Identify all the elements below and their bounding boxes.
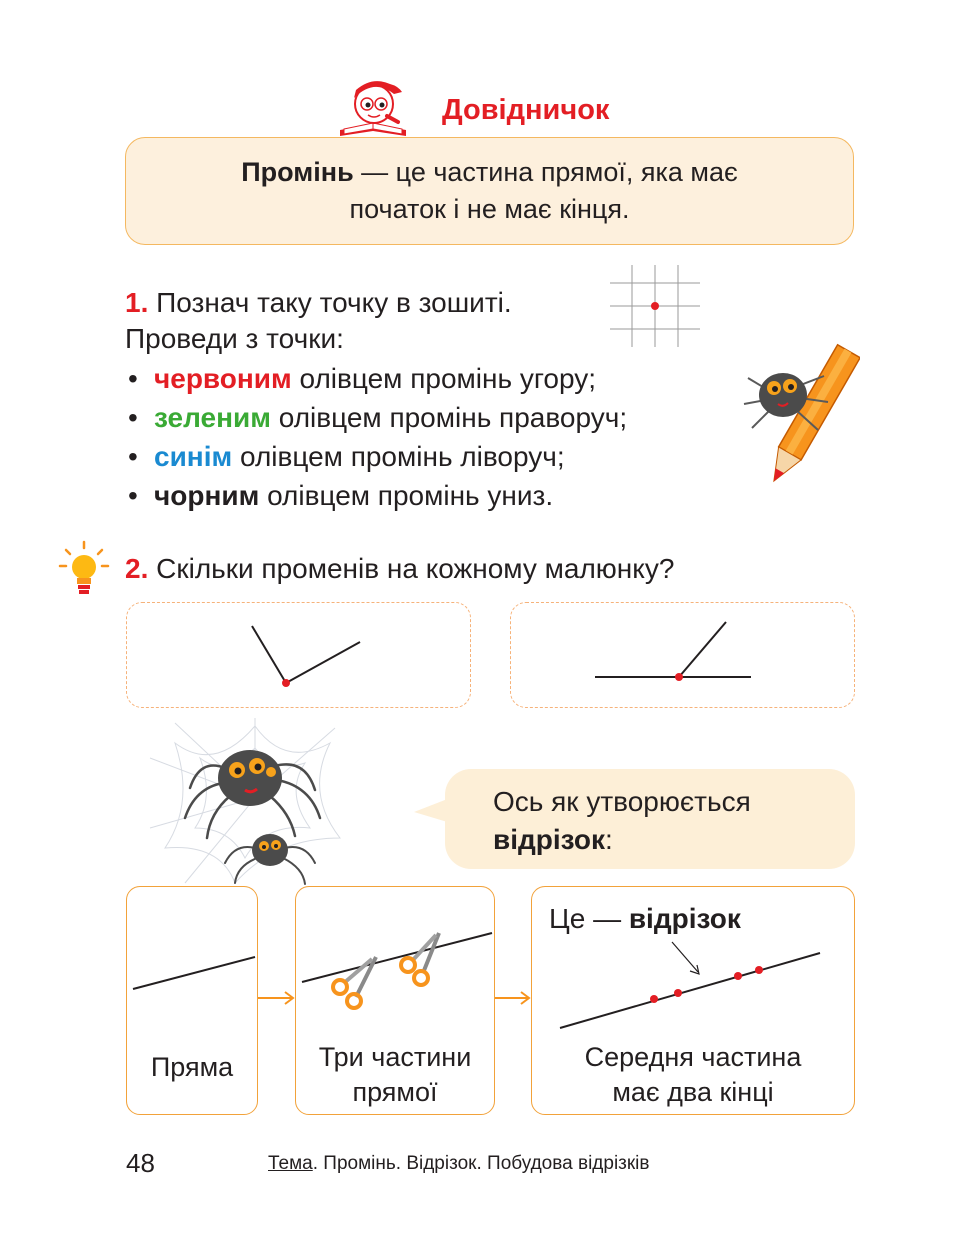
definition-line-1 bbox=[241, 154, 738, 191]
definition-term: Промінь bbox=[241, 157, 354, 187]
task1-text-1: Познач таку точку в зошиті. bbox=[148, 287, 512, 318]
definition-box bbox=[125, 137, 854, 245]
word-green: зеленим bbox=[154, 402, 271, 433]
arrow-right-icon bbox=[495, 989, 532, 1007]
task2-question bbox=[125, 549, 674, 588]
reference-title: Довідничок bbox=[442, 94, 610, 126]
bubble-bold-word: відрізок bbox=[493, 824, 605, 855]
bubble-line-1: Ось як утворюється bbox=[493, 786, 751, 817]
lightbulb-icon bbox=[58, 540, 110, 598]
speech-bubble bbox=[445, 769, 855, 869]
box2-caption-line1: Три частини bbox=[318, 1042, 472, 1072]
box2-caption-line2: прямої bbox=[352, 1077, 438, 1107]
box3-caption-line1: Середня частина bbox=[584, 1042, 802, 1072]
step-box-segment bbox=[531, 886, 855, 1115]
bullet-blue: • синім олівцем промінь ліворуч; bbox=[128, 441, 565, 472]
spiders-on-web-icon bbox=[145, 718, 365, 888]
segment-label-bold: відрізок bbox=[628, 903, 741, 934]
task1-line1 bbox=[125, 283, 512, 322]
bullet-red: • червоним олівцем промінь угору; bbox=[128, 363, 597, 394]
word-black: чорним bbox=[154, 480, 260, 511]
topic-text: . Промінь. Відрізок. Побудова відрізків bbox=[312, 1153, 650, 1174]
definition-line-2: початок і не має кінця. bbox=[349, 194, 630, 224]
grid-with-point-icon bbox=[610, 265, 700, 347]
definition-text-1: — це частина прямої, яка має bbox=[353, 157, 738, 187]
page-number: 48 bbox=[126, 1148, 155, 1178]
bullet-black: • чорним олівцем промінь униз. bbox=[128, 480, 554, 511]
segment-label: Це — відрізок bbox=[549, 903, 741, 934]
task1-number: 1. bbox=[125, 287, 149, 318]
bullet-green: • зеленим олівцем промінь праворуч; bbox=[128, 402, 628, 433]
word-red: червоним bbox=[154, 363, 292, 394]
word-blue: синім bbox=[154, 441, 233, 472]
spider-on-pencil-icon bbox=[738, 340, 860, 500]
figure-box-1 bbox=[126, 602, 471, 708]
box3-caption-line2: має два кінці bbox=[612, 1077, 774, 1107]
box1-caption: Пряма bbox=[150, 1052, 234, 1082]
mascot-reading-book-icon bbox=[332, 78, 414, 140]
bubble-line-2: відрізок: bbox=[493, 824, 613, 855]
step-box-line bbox=[126, 886, 258, 1115]
topic-label: Тема bbox=[268, 1153, 313, 1174]
arrow-right-icon bbox=[258, 989, 296, 1007]
task2-text: Скільки променів на кожному малюнку? bbox=[148, 553, 675, 584]
page-topic bbox=[268, 1153, 650, 1175]
two-rays-figure bbox=[127, 603, 472, 709]
task1-line2: Проведи з точки: bbox=[125, 323, 344, 354]
step-box-three-parts bbox=[295, 886, 495, 1115]
scissors-icon bbox=[401, 933, 439, 985]
three-rays-figure bbox=[511, 603, 856, 709]
figure-box-2 bbox=[510, 602, 855, 708]
task2-number: 2. bbox=[125, 553, 149, 584]
